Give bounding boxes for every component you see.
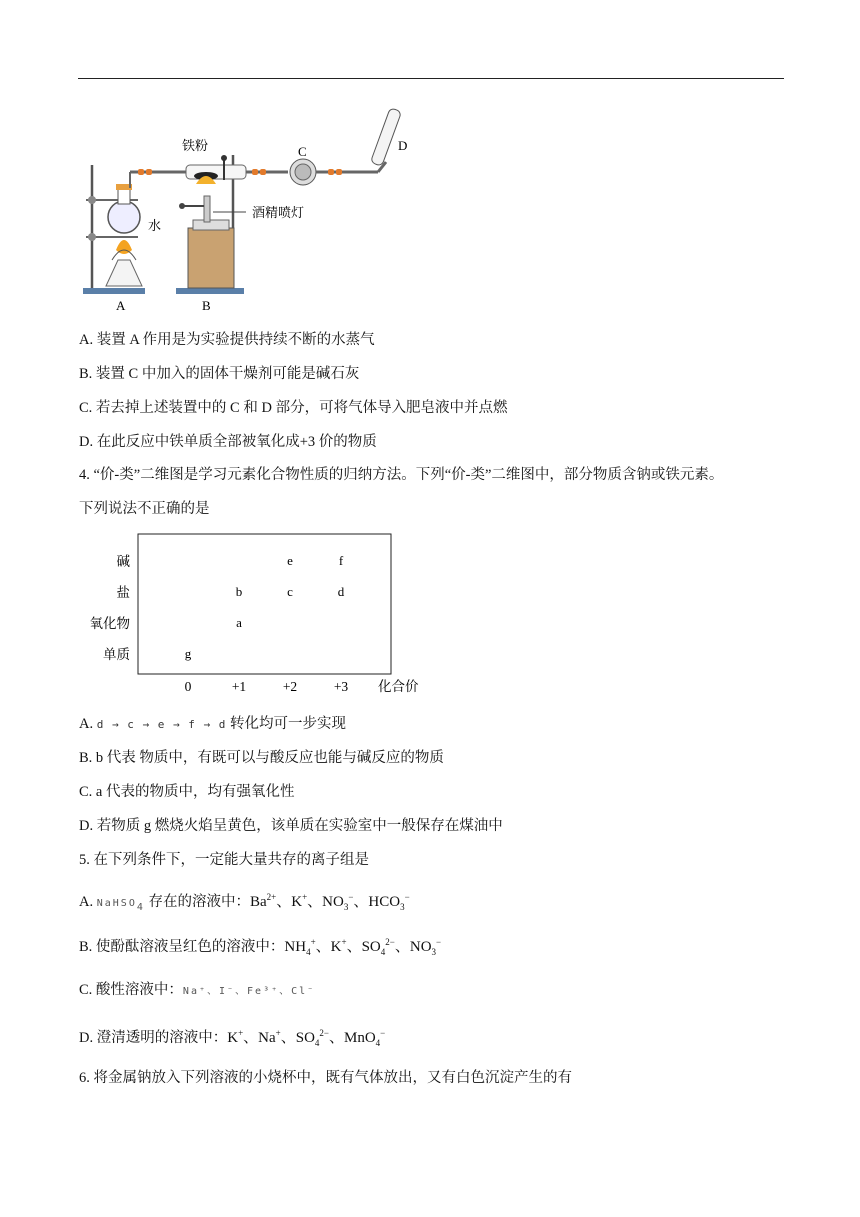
label-b: B	[202, 298, 211, 313]
q4-option-a	[79, 715, 346, 734]
chart-point-c: c	[287, 584, 293, 599]
label-water: 水	[148, 218, 162, 233]
q5-option-b	[79, 933, 441, 961]
chart-point-g: g	[184, 646, 192, 661]
label-a: A	[116, 298, 126, 313]
label-d: D	[398, 138, 408, 153]
q5-a-prefix: A.	[79, 894, 94, 910]
q4-stem-line1: 4. “价-类”二维图是学习元素化合物性质的归纳方法。下列“价-类”二维图中，部分物质含钠或铁元素。	[79, 467, 724, 483]
q5-b-ions: $NH_4^+$、K+、$SO_4^{2-}$、$NO_3^-$	[284, 937, 442, 957]
label-lamp: 酒精喷灯	[252, 205, 305, 220]
q3-option-b: B. 装置 C 中加入的固体干燥剂可能是碱石灰	[79, 366, 360, 382]
y-tick-label: 氧化物	[89, 616, 130, 631]
q5-option-d	[79, 1024, 385, 1052]
chart-point-f: f	[338, 553, 344, 568]
q5-a-ions: $Ba^{2+}$、K+、$NO_3^-$、$HCO_3^-$	[250, 892, 410, 912]
q4-option-a-suffix: 转化均可一步实现	[229, 716, 346, 732]
label-iron: 铁粉	[182, 138, 209, 153]
x-tick-label: +1	[231, 679, 247, 694]
label-c: C	[298, 144, 307, 159]
q4-option-a-chain: d → c → e → f → d	[96, 718, 227, 731]
round-flask	[108, 201, 140, 233]
q5-c-ions: Na⁺、I⁻、Fe³⁺、Cl⁻	[182, 986, 316, 997]
q4-option-b: B. b 代表 物质中，有既可以与酸反应也能与碱反应的物质	[79, 750, 444, 766]
q5-a-condition: NaHSO	[96, 898, 137, 909]
y-tick-label: 碱	[116, 554, 130, 569]
q6-stem: 6. 将金属钠放入下列溶液的小烧杯中，既有气体放出，又有白色沉淀产生的有	[79, 1070, 572, 1086]
q3-option-a: A. 装置 A 作用是为实验提供持续不断的水蒸气	[79, 332, 375, 348]
q4-option-c: C. a 代表的物质中，均有强氧化性	[79, 784, 295, 800]
x-tick-label: 0	[184, 679, 192, 694]
lamp-b-body	[188, 228, 234, 288]
q3-option-c: C. 若去掉上述装置中的 C 和 D 部分，可将气体导入肥皂液中并点燃	[79, 400, 508, 416]
q5-option-a	[79, 888, 410, 917]
q5-option-c	[79, 981, 315, 1001]
q4-option-a-prefix: A.	[79, 716, 94, 732]
q5-c-prefix: C. 酸性溶液中：	[79, 982, 183, 998]
valence-class-chart	[78, 530, 438, 700]
header-rule	[78, 78, 784, 79]
q5-d-prefix: D. 澄清透明的溶液中：	[79, 1030, 228, 1046]
chart-frame	[138, 534, 391, 674]
x-tick-label: +3	[333, 679, 349, 694]
y-tick-label: 盐	[116, 585, 130, 600]
chart-point-d: d	[337, 584, 345, 599]
chart-point-b: b	[235, 584, 243, 599]
q5-d-ions: K+、Na+、$SO_4^{2-}$、MnO$_4$−	[227, 1028, 386, 1048]
q3-option-d: D. 在此反应中铁单质全部被氧化成+3 价的物质	[79, 434, 377, 450]
q5-a-mid: 存在的溶液中：	[148, 894, 250, 910]
q5-a-condition-sub: 4	[136, 901, 145, 913]
q4-stem-line2: 下列说法不正确的是	[79, 501, 210, 517]
q5-b-prefix: B. 使酚酞溶液呈红色的溶液中：	[79, 939, 285, 955]
test-tube-d	[370, 108, 401, 167]
stand-a-base	[83, 288, 145, 294]
stand-b-base	[176, 288, 244, 294]
q5-stem: 5. 在下列条件下，一定能大量共存的离子组是	[79, 852, 369, 868]
chart-point-e: e	[287, 553, 293, 568]
x-axis-label: 化合价	[378, 679, 419, 694]
q4-option-d: D. 若物质 g 燃烧火焰呈黄色，该单质在实验室中一般保存在煤油中	[79, 818, 503, 834]
y-tick-label: 单质	[103, 647, 130, 662]
chart-point-a: a	[236, 615, 242, 630]
x-tick-label: +2	[282, 679, 298, 694]
apparatus-figure	[78, 100, 438, 315]
